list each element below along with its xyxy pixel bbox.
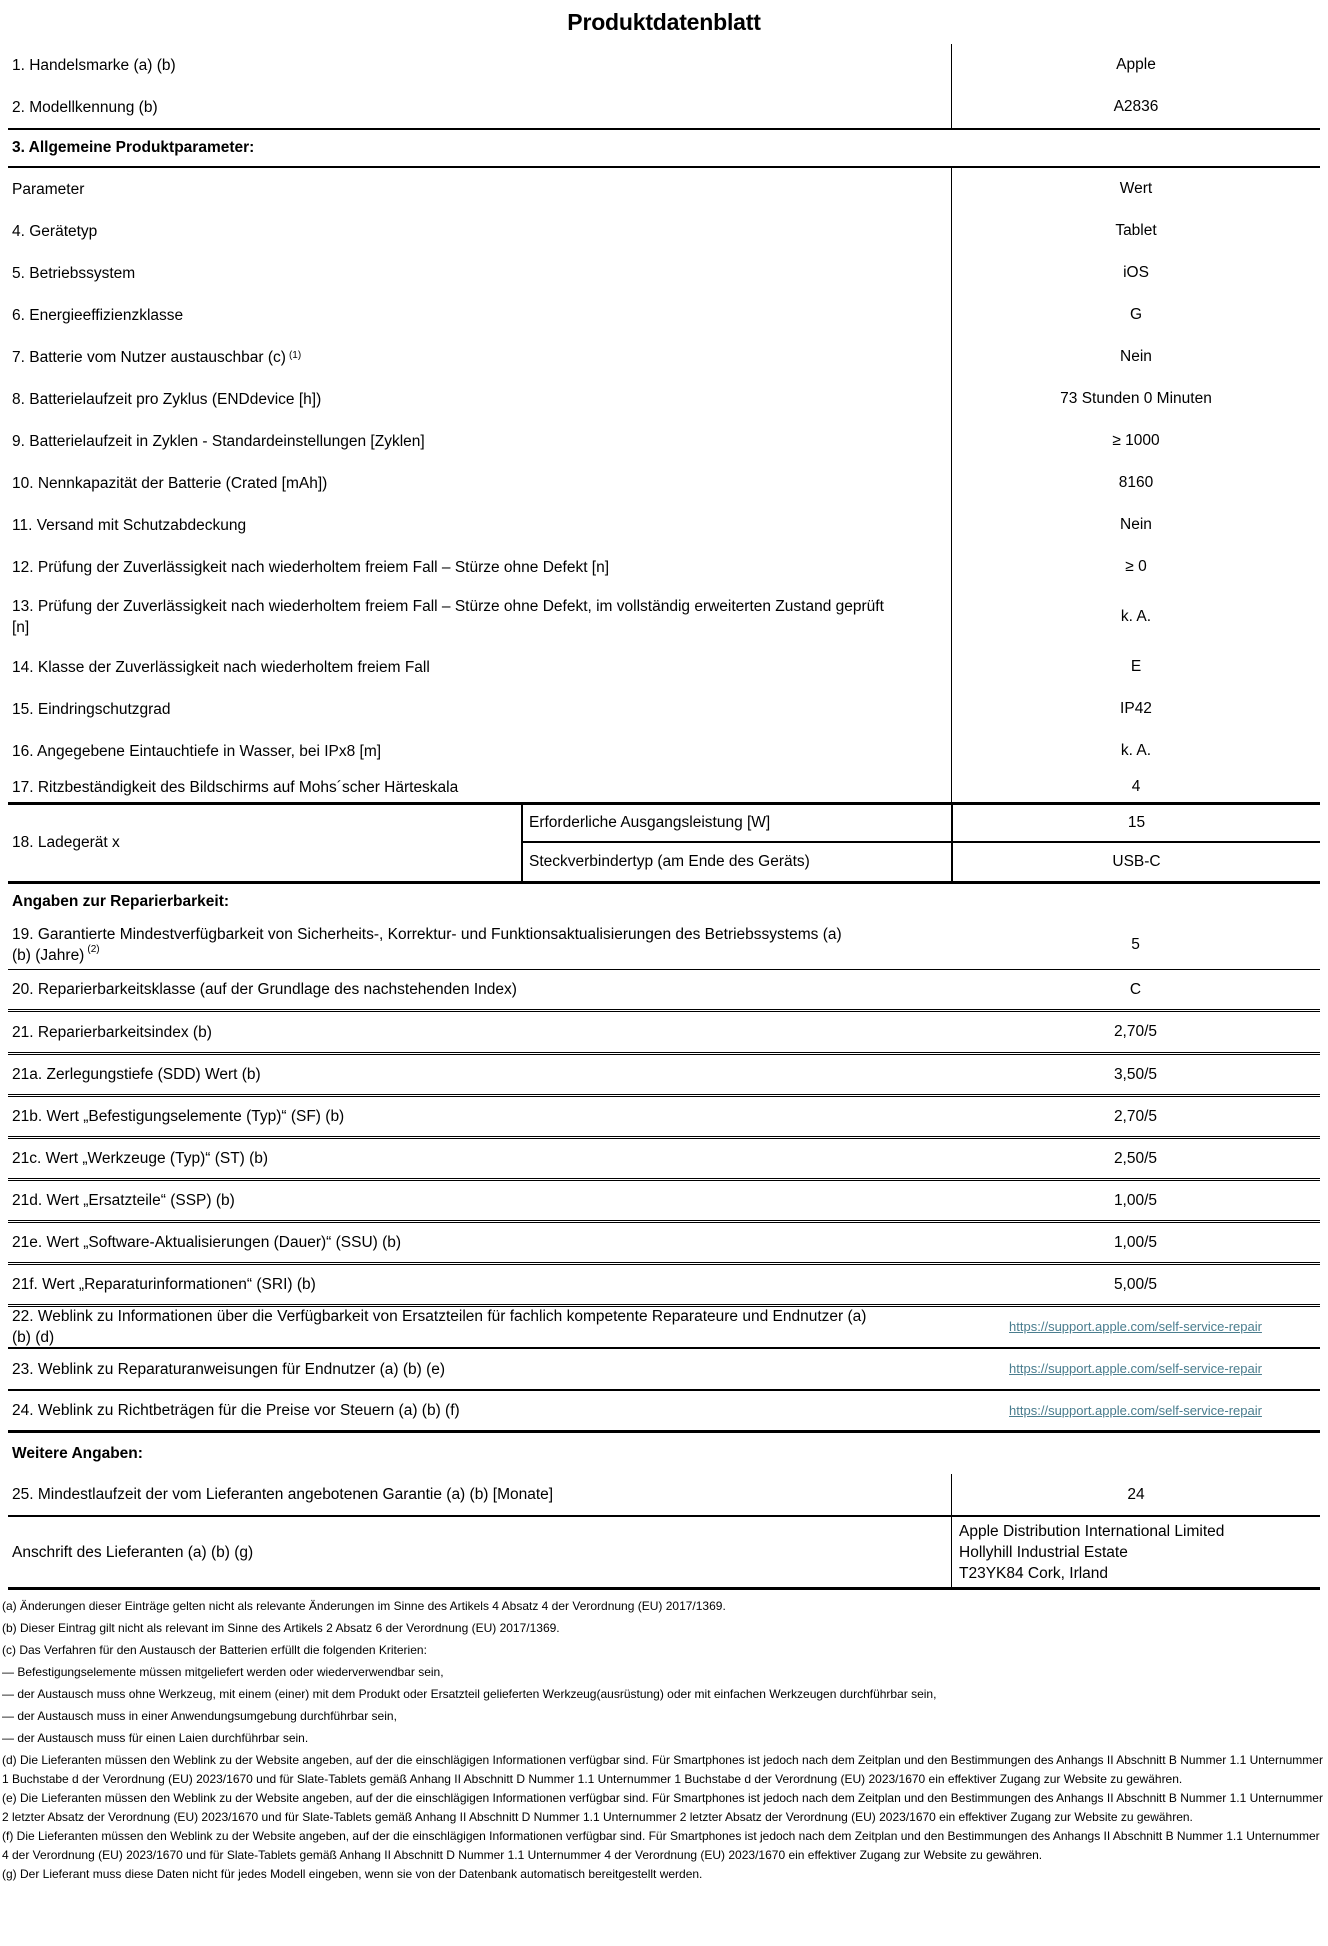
param-value: 73 Stunden 0 Minuten xyxy=(951,378,1320,420)
param-label: 22. Weblink zu Informationen über die Verfügbarkeit von Ersatzteilen für fachlich kompetente Reparateure und Endnutzer (a) (b) (d) xyxy=(12,1308,867,1346)
table-row xyxy=(8,1097,1320,1139)
param-value: k. A. xyxy=(951,730,1320,772)
param-value: IP42 xyxy=(951,688,1320,730)
table-row xyxy=(8,920,1320,970)
param-value: G xyxy=(951,294,1320,336)
param-value: 8160 xyxy=(951,462,1320,504)
footnote: (c) Das Verfahren für den Austausch der Batterien erfüllt die folgenden Kriterien: xyxy=(2,1643,427,1657)
param-label: 5. Betriebssystem xyxy=(12,264,136,282)
param-label: 19. Garantierte Mindestverfügbarkeit von Sicherheits-, Korrektur- und Funktionsaktualisierungen des Betriebssystems (a) (b) (Jahre) $^{(2)}$ xyxy=(12,925,842,964)
table-row-garantie xyxy=(8,1474,1320,1517)
charger-subrow xyxy=(521,843,1320,881)
param-label: 13. Prüfung der Zuverlässigkeit nach wiederholtem freiem Fall – Stürze ohne Defekt, im vollständig erweiterten Zustand geprüft [n] xyxy=(12,598,884,636)
table-row xyxy=(8,546,1320,588)
param-value: E xyxy=(951,646,1320,688)
param-label: 7. Batterie vom Nutzer austauschbar (c) $^{(1)}$ xyxy=(12,348,302,366)
footnote: (g) Der Lieferant muss diese Daten nicht für jedes Modell eingeben, wenn sie von der Datenbank automatisch bereitgestellt werden. xyxy=(2,1867,703,1881)
param-label: 23. Weblink zu Reparaturanweisungen für Endnutzer (a) (b) (e) xyxy=(12,1360,446,1378)
table-row-weblink xyxy=(8,1349,1320,1391)
param-label: 17. Ritzbeständigkeit des Bildschirms auf Mohs´scher Härteskala xyxy=(12,778,459,796)
support-link[interactable]: https://support.apple.com/self-service-repair xyxy=(1009,1402,1262,1418)
param-label: 12. Prüfung der Zuverlässigkeit nach wiederholtem freiem Fall – Stürze ohne Defekt [n] xyxy=(12,558,610,576)
table-row xyxy=(8,378,1320,420)
param-label: Erforderliche Ausgangsleistung [W] xyxy=(521,805,951,841)
param-value: Nein xyxy=(951,504,1320,546)
param-label: 21d. Wert „Ersatzteile“ (SSP) (b) xyxy=(12,1192,235,1209)
param-label: 14. Klasse der Zuverlässigkeit nach wiederholtem freiem Fall xyxy=(12,658,430,676)
address-line: Apple Distribution International Limited xyxy=(959,1522,1225,1540)
table-row xyxy=(8,772,1320,802)
charger-subrow xyxy=(521,805,1320,843)
table-row-handelsmarke xyxy=(8,44,1320,86)
table-row xyxy=(8,336,1320,378)
table-row xyxy=(8,210,1320,252)
param-value: C xyxy=(1129,980,1142,998)
param-label: 9. Batterielaufzeit in Zyklen - Standardeinstellungen [Zyklen] xyxy=(12,432,425,450)
table-row xyxy=(8,1265,1320,1307)
support-link[interactable]: https://support.apple.com/self-service-repair xyxy=(1009,1361,1262,1376)
table-row xyxy=(8,970,1320,1012)
footnotes xyxy=(0,1590,1328,1884)
table-row xyxy=(8,504,1320,546)
param-label: 21e. Wert „Software-Aktualisierungen (Dauer)“ (SSU) (b) xyxy=(12,1234,402,1251)
footnote: — der Austausch muss für einen Laien durchführbar sein. xyxy=(2,1731,309,1745)
param-value: 2,50/5 xyxy=(1113,1149,1158,1167)
table-row xyxy=(8,294,1320,336)
param-label: 21b. Wert „Befestigungselemente (Typ)“ (SF) (b) xyxy=(12,1108,345,1125)
footnote: (f) Die Lieferanten müssen den Weblink zu der Website angeben, auf der die einschlägigen Informationen verfügbar sind. Für Smartphones ist jedoch nach dem Zeitplan und den Bestimmungen des Anhangs II Abschnitt B Nummer 1.1 Unternummer 4 der Verordnung (EU) 2023/1670 und für Slate-Tablets gemäß Anhang II Abschnitt D Nummer 1.1 Unternummer 4 der Verordnung (EU) 2023/1670 ein effektiver Zugang zur Website zu gewähren. xyxy=(2,1829,1320,1862)
column-header-wert: Wert xyxy=(951,168,1320,210)
footnote: (e) Die Lieferanten müssen den Weblink zu der Website angeben, auf der die einschlägigen Informationen verfügbar sind. Für Smartphones ist jedoch nach dem Zeitplan und den Bestimmungen des Anhangs II Abschnitt B Nummer 1.1 Unternummer 2 letzter Absatz der Verordnung (EU) 2023/1670 und für Slate-Tablets gemäß Anhang II Abschnitt D Nummer 1.1 Unternummer 2 letzter Absatz der Verordnung (EU) 2023/1670 ein effektiver Zugang zur Website zu gewähren. xyxy=(2,1791,1323,1824)
table-row-weblink xyxy=(8,1307,1320,1349)
section-heading-allgemeine-produktparameter: 3. Allgemeine Produktparameter: xyxy=(8,128,1320,168)
table-row xyxy=(8,462,1320,504)
param-value xyxy=(951,1349,1320,1389)
param-value: 24 xyxy=(951,1474,1320,1515)
param-label: 6. Energieeffizienzklasse xyxy=(12,306,184,324)
param-label: 21a. Zerlegungstiefe (SDD) Wert (b) xyxy=(12,1066,261,1083)
param-value: 1,00/5 xyxy=(1113,1233,1158,1251)
param-value: Tablet xyxy=(951,210,1320,252)
param-label: Anschrift des Lieferanten (a) (b) (g) xyxy=(12,1543,254,1561)
footnote: — der Austausch muss ohne Werkzeug, mit einem (einer) mit dem Produkt oder Ersatzteil gelieferten Werkzeug(ausrüstung) oder mit einfachen Werkzeugen durchführbar sein, xyxy=(2,1687,937,1701)
param-value: 15 xyxy=(951,805,1320,841)
param-label: 2. Modellkennung (b) xyxy=(12,98,158,116)
param-label: 21. Reparierbarkeitsindex (b) xyxy=(12,1023,212,1041)
footnote: (b) Dieser Eintrag gilt nicht als relevant im Sinne des Artikels 2 Absatz 6 der Verordnung (EU) 2017/1369. xyxy=(2,1621,560,1635)
param-value: 4 xyxy=(951,772,1320,802)
table-row xyxy=(8,1139,1320,1181)
param-value: ≥ 0 xyxy=(951,546,1320,588)
footnote-ref-2: (2) xyxy=(87,944,100,956)
table-row xyxy=(8,730,1320,772)
param-value: 3,50/5 xyxy=(1113,1065,1158,1083)
param-label: 25. Mindestlaufzeit der vom Lieferanten angebotenen Garantie (a) (b) [Monate] xyxy=(12,1486,554,1503)
param-label: 15. Eindringschutzgrad xyxy=(12,700,171,718)
table-row xyxy=(8,688,1320,730)
table-row xyxy=(8,1223,1320,1265)
table-row-modellkennung xyxy=(8,86,1320,128)
table-row-ladegeraet xyxy=(8,802,1320,884)
table-row xyxy=(8,420,1320,462)
table-row xyxy=(8,1012,1320,1055)
param-value: 5 xyxy=(1131,935,1140,953)
table-row xyxy=(8,252,1320,294)
param-label: 11. Versand mit Schutzabdeckung xyxy=(12,516,247,534)
param-label: 4. Gerätetyp xyxy=(12,222,98,240)
param-value xyxy=(951,1391,1320,1430)
section-heading-reparierbarkeit: Angaben zur Reparierbarkeit: xyxy=(12,893,230,910)
param-value: Apple xyxy=(951,44,1320,86)
charger-subtable xyxy=(521,805,1320,881)
param-value: k. A. xyxy=(951,588,1320,646)
table-row-weblink xyxy=(8,1391,1320,1433)
table-header-row xyxy=(8,168,1320,210)
table-row xyxy=(8,1055,1320,1097)
param-value: 1,00/5 xyxy=(1113,1191,1158,1209)
param-value: Nein xyxy=(951,336,1320,378)
footnote: (a) Änderungen dieser Einträge gelten nicht als relevante Änderungen im Sinne des Artikels 4 Absatz 4 der Verordnung (EU) 2017/1369. xyxy=(2,1599,726,1613)
table-row xyxy=(8,588,1320,646)
footnote: (d) Die Lieferanten müssen den Weblink zu der Website angeben, auf der die einschlägigen Informationen verfügbar sind. Für Smartphones ist jedoch nach dem Zeitplan und den Bestimmungen des Anhangs II Abschnitt B Nummer 1.1 Unternummer 1 Buchstabe d der Verordnung (EU) 2023/1670 und für Slate-Tablets gemäß Anhang II Abschnitt D Nummer 1.1 Unternummer 1 Buchstabe d der Verordnung (EU) 2023/1670 ein effektiver Zugang zur Website zu gewähren. xyxy=(2,1753,1323,1786)
param-value: 2,70/5 xyxy=(1113,1023,1158,1040)
param-value: ≥ 1000 xyxy=(951,420,1320,462)
supplier-address xyxy=(951,1517,1320,1587)
param-label: 20. Reparierbarkeitsklasse (auf der Grundlage des nachstehenden Index) xyxy=(12,981,517,998)
footnote: — Befestigungselemente müssen mitgeliefert werden oder wiederverwendbar sein, xyxy=(2,1665,444,1679)
footnote: — der Austausch muss in einer Anwendungsumgebung durchführbar sein, xyxy=(2,1709,397,1723)
param-value: iOS xyxy=(951,252,1320,294)
support-link[interactable]: https://support.apple.com/self-service-repair xyxy=(1009,1319,1262,1334)
param-label: 16. Angegebene Eintauchtiefe in Wasser, bei IPx8 [m] xyxy=(12,742,382,760)
param-value: 2,70/5 xyxy=(1113,1107,1158,1125)
table-row xyxy=(8,1181,1320,1223)
param-label: 8. Batterielaufzeit pro Zyklus (ENDdevice [h]) xyxy=(12,390,322,408)
param-label: 21c. Wert „Werkzeuge (Typ)“ (ST) (b) xyxy=(12,1150,269,1167)
param-label: 1. Handelsmarke (a) (b) xyxy=(12,56,176,74)
param-label: Steckverbindertyp (am Ende des Geräts) xyxy=(521,843,951,881)
param-value: A2836 xyxy=(951,86,1320,128)
address-line: T23YK84 Cork, Irland xyxy=(959,1564,1109,1582)
param-label: 21f. Wert „Reparaturinformationen“ (SRI) (b) xyxy=(12,1276,316,1293)
param-label: 18. Ladegerät x xyxy=(12,834,120,851)
table-row xyxy=(8,646,1320,688)
param-label: 24. Weblink zu Richtbeträgen für die Preise vor Steuern (a) (b) (f) xyxy=(12,1402,460,1419)
table-row-anschrift xyxy=(8,1517,1320,1590)
address-line: Hollyhill Industrial Estate xyxy=(959,1543,1128,1561)
section-heading-weitere-angaben: Weitere Angaben: xyxy=(12,1444,143,1462)
param-value xyxy=(951,1307,1320,1347)
param-value: USB-C xyxy=(951,843,1320,881)
datasheet-table xyxy=(8,44,1320,1590)
column-header-parameter: Parameter xyxy=(12,180,85,198)
param-value: 5,00/5 xyxy=(1113,1275,1158,1293)
page-title: Produktdatenblatt xyxy=(567,8,761,35)
param-label: 10. Nennkapazität der Batterie (Crated [mAh]) xyxy=(12,474,328,492)
